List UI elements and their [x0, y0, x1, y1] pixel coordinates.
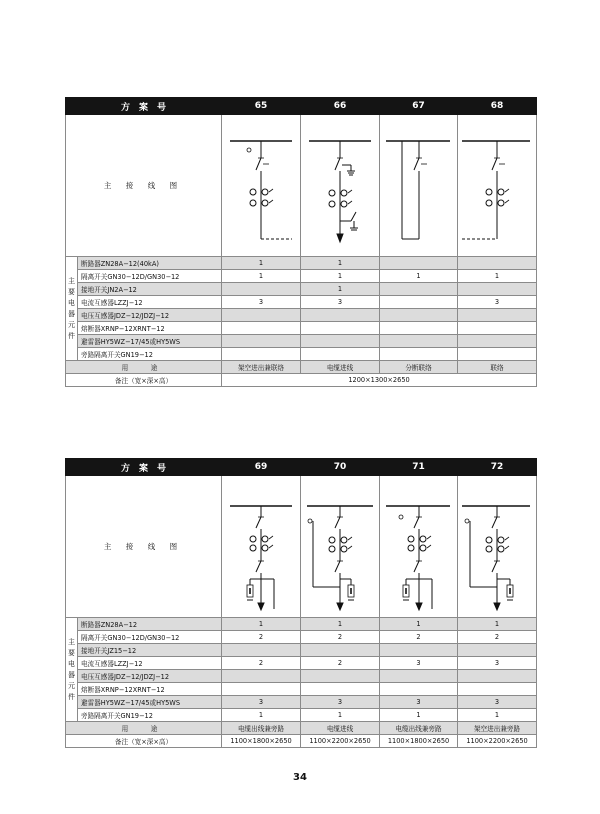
component-qty	[380, 348, 458, 361]
component-name: 旁路隔离开关GN19−12	[78, 709, 222, 722]
component-qty	[380, 644, 458, 657]
component-qty	[222, 335, 301, 348]
dimensions-value: 1100×1800×2650	[222, 735, 301, 748]
scheme-label: 方 案 号	[66, 98, 222, 115]
component-qty	[458, 683, 537, 696]
component-qty: 2	[301, 657, 380, 670]
component-row	[66, 348, 537, 361]
component-row	[66, 631, 537, 644]
header-row	[66, 98, 537, 115]
diagram-label: 主 接 线 图	[66, 476, 222, 618]
component-name: 避雷器HY5WZ−17/45或HY5WS	[78, 696, 222, 709]
component-row	[66, 618, 537, 631]
component-row	[66, 670, 537, 683]
component-row	[66, 335, 537, 348]
component-qty: 1	[380, 618, 458, 631]
circuit-diagram-icon	[458, 116, 536, 256]
dimensions-value: 1100×1800×2650	[380, 735, 458, 748]
component-qty: 1	[458, 618, 537, 631]
usage-value: 电缆出线兼旁路	[380, 722, 458, 735]
component-qty: 3	[222, 696, 301, 709]
component-qty	[222, 670, 301, 683]
component-qty: 2	[458, 631, 537, 644]
component-qty: 1	[301, 270, 380, 283]
component-qty: 1	[222, 270, 301, 283]
component-qty	[222, 348, 301, 361]
component-qty: 2	[222, 631, 301, 644]
component-qty	[380, 257, 458, 270]
component-name: 接地开关JZ15−12	[78, 644, 222, 657]
component-name: 隔离开关GN30−12D/GN30−12	[78, 631, 222, 644]
usage-label: 用 途	[66, 361, 222, 374]
scheme-number: 65	[222, 98, 301, 115]
component-qty: 3	[380, 657, 458, 670]
component-qty: 1	[301, 618, 380, 631]
component-qty	[301, 670, 380, 683]
component-qty	[222, 322, 301, 335]
dimensions-row	[66, 735, 537, 748]
component-qty: 1	[380, 709, 458, 722]
component-qty	[222, 283, 301, 296]
component-qty	[380, 296, 458, 309]
wiring-diagram-70	[301, 476, 380, 618]
component-group-label: 主要电器元件	[66, 618, 78, 722]
component-qty	[222, 309, 301, 322]
circuit-diagram-icon	[301, 477, 379, 617]
wiring-diagram-68	[458, 115, 537, 257]
component-qty	[380, 670, 458, 683]
wiring-diagram-72	[458, 476, 537, 618]
component-name: 隔离开关GN30−12D/GN30−12	[78, 270, 222, 283]
component-name: 电压互感器JDZ−12/JDZJ−12	[78, 309, 222, 322]
component-qty	[458, 257, 537, 270]
wiring-diagram-65	[222, 115, 301, 257]
wiring-diagram-71	[380, 476, 458, 618]
header-row	[66, 459, 537, 476]
component-row	[66, 657, 537, 670]
component-qty	[458, 670, 537, 683]
component-name: 电流互感器LZZJ−12	[78, 296, 222, 309]
component-qty	[301, 683, 380, 696]
component-qty: 3	[458, 296, 537, 309]
scheme-number: 68	[458, 98, 537, 115]
usage-label: 用 途	[66, 722, 222, 735]
component-qty	[301, 322, 380, 335]
component-qty	[301, 644, 380, 657]
component-name: 避雷器HY5WZ−17/45或HY5WS	[78, 335, 222, 348]
component-qty	[458, 322, 537, 335]
component-qty: 1	[301, 283, 380, 296]
component-row	[66, 270, 537, 283]
component-qty	[222, 644, 301, 657]
component-qty: 2	[380, 631, 458, 644]
wiring-diagram-66	[301, 115, 380, 257]
usage-value: 分断联络	[380, 361, 458, 374]
scheme-table-2	[65, 458, 537, 748]
circuit-diagram-icon	[380, 477, 457, 617]
usage-value: 电缆出线兼旁路	[222, 722, 301, 735]
circuit-diagram-icon	[222, 477, 300, 617]
component-qty: 1	[380, 270, 458, 283]
scheme-number: 70	[301, 459, 380, 476]
dimensions-label: 备注（宽×深×高）	[66, 374, 222, 387]
component-qty	[380, 335, 458, 348]
component-qty: 1	[222, 257, 301, 270]
component-qty: 2	[222, 657, 301, 670]
wiring-diagram-67	[380, 115, 458, 257]
component-qty	[380, 309, 458, 322]
scheme-label: 方 案 号	[66, 459, 222, 476]
diagram-row	[66, 476, 537, 618]
component-row	[66, 296, 537, 309]
component-name: 旁路隔离开关GN19−12	[78, 348, 222, 361]
component-name: 熔断器XRNP−12XRNT−12	[78, 322, 222, 335]
component-qty: 1	[222, 709, 301, 722]
component-qty: 3	[222, 296, 301, 309]
component-name: 电压互感器JDZ−12/JDZJ−12	[78, 670, 222, 683]
component-qty: 2	[301, 631, 380, 644]
component-qty	[380, 322, 458, 335]
scheme-number: 67	[380, 98, 458, 115]
component-row	[66, 257, 537, 270]
component-qty	[458, 309, 537, 322]
circuit-diagram-icon	[380, 116, 457, 256]
component-row	[66, 709, 537, 722]
dimensions-value: 1100×2200×2650	[458, 735, 537, 748]
dimensions-value: 1200×1300×2650	[222, 374, 537, 387]
component-qty	[458, 283, 537, 296]
component-row	[66, 322, 537, 335]
component-name: 电流互感器LZZJ−12	[78, 657, 222, 670]
component-row	[66, 683, 537, 696]
component-qty: 3	[458, 657, 537, 670]
component-qty: 3	[458, 696, 537, 709]
dimensions-row	[66, 374, 537, 387]
component-qty	[301, 309, 380, 322]
circuit-diagram-icon	[458, 477, 536, 617]
component-qty: 1	[222, 618, 301, 631]
component-row	[66, 309, 537, 322]
component-qty: 1	[301, 709, 380, 722]
component-name: 断路器ZN28A−12(40kA)	[78, 257, 222, 270]
dimensions-label: 备注（宽×深×高）	[66, 735, 222, 748]
usage-row	[66, 361, 537, 374]
component-qty	[458, 644, 537, 657]
usage-value: 电缆进线	[301, 361, 380, 374]
wiring-diagram-69	[222, 476, 301, 618]
usage-row	[66, 722, 537, 735]
scheme-table-1	[65, 97, 537, 387]
component-qty	[301, 348, 380, 361]
component-qty	[380, 283, 458, 296]
component-name: 熔断器XRNP−12XRNT−12	[78, 683, 222, 696]
usage-value: 架空进出兼联络	[222, 361, 301, 374]
page-number: 34	[293, 772, 307, 783]
component-qty	[458, 348, 537, 361]
usage-value: 联络	[458, 361, 537, 374]
component-row	[66, 644, 537, 657]
component-qty: 3	[380, 696, 458, 709]
component-group-label: 主要电器元件	[66, 257, 78, 361]
circuit-diagram-icon	[301, 116, 379, 256]
component-row	[66, 283, 537, 296]
dimensions-value: 1100×2200×2650	[301, 735, 380, 748]
scheme-number: 72	[458, 459, 537, 476]
component-qty	[380, 683, 458, 696]
scheme-number: 66	[301, 98, 380, 115]
scheme-number: 71	[380, 459, 458, 476]
diagram-label: 主 接 线 图	[66, 115, 222, 257]
component-qty: 3	[301, 296, 380, 309]
component-qty: 1	[458, 709, 537, 722]
scheme-number: 69	[222, 459, 301, 476]
component-qty	[301, 335, 380, 348]
component-name: 接地开关JN2A−12	[78, 283, 222, 296]
component-qty	[458, 335, 537, 348]
usage-value: 电缆进线	[301, 722, 380, 735]
component-qty: 1	[301, 257, 380, 270]
diagram-row	[66, 115, 537, 257]
usage-value: 架空进出兼旁路	[458, 722, 537, 735]
component-qty: 3	[301, 696, 380, 709]
circuit-diagram-icon	[222, 116, 300, 256]
component-qty	[222, 683, 301, 696]
component-name: 断路器ZN28A−12	[78, 618, 222, 631]
component-qty: 1	[458, 270, 537, 283]
component-row	[66, 696, 537, 709]
